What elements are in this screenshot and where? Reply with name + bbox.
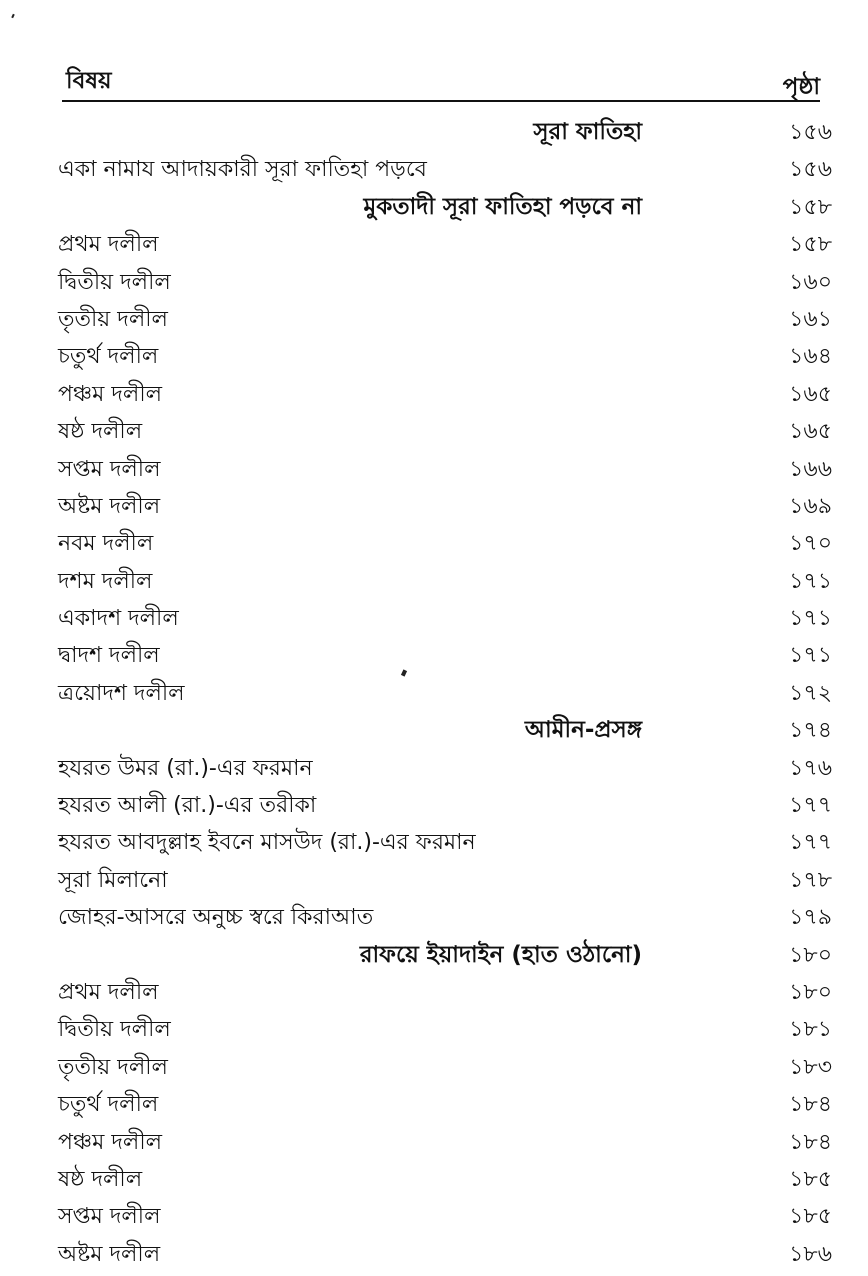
toc-entry-title: সপ্তম দলীল	[58, 1204, 161, 1230]
toc-entry	[58, 787, 832, 824]
toc-entry-page-number: ১৭৮	[789, 867, 832, 893]
toc-header	[62, 56, 820, 102]
toc-entry-title: তৃতীয় দলীল	[58, 306, 168, 332]
toc-entry-page-number: ১৭৯	[789, 905, 832, 931]
toc-entry-title: প্রথম দলীল	[58, 979, 159, 1005]
toc-entry-title: নবম দলীল	[58, 531, 154, 557]
toc-entry	[58, 413, 832, 450]
toc-entry	[58, 1086, 832, 1123]
toc-entry-page-number: ১৮৫	[789, 1204, 832, 1230]
toc-entry	[58, 974, 832, 1011]
toc-entry	[58, 338, 832, 375]
toc-entry-page-number: ১৫৬	[789, 157, 832, 183]
toc-entry-title: হযরত আবদুল্লাহ ইবনে মাসউদ (রা.)-এর ফরমান	[58, 830, 476, 856]
toc-entry-title: আমীন-প্রসঙ্গ	[524, 717, 642, 744]
toc-entry	[58, 488, 832, 525]
toc-entry-page-number: ১৬৬	[789, 456, 832, 482]
toc-entry-title: ষষ্ঠ দলীল	[58, 1166, 143, 1192]
toc-entry	[58, 1236, 832, 1273]
toc-entry-page-number: ১৮০	[789, 979, 832, 1005]
toc-entry	[58, 750, 832, 787]
toc-entry-page-number: ১৮৩	[789, 1054, 832, 1080]
toc-entry-page-number: ১৬১	[789, 306, 832, 332]
toc-entry	[58, 637, 832, 674]
toc-entry	[58, 1161, 832, 1198]
toc-entry	[58, 824, 832, 861]
toc-entry	[58, 600, 832, 637]
toc-entry-title: একা নামায আদায়কারী সূরা ফাতিহা পড়বে	[58, 157, 427, 183]
toc-entry	[58, 525, 832, 562]
toc-entry-title: রাফয়ে ইয়াদাইন (হাত ওঠানো)	[359, 941, 642, 968]
toc-entry-page-number: ১৭১	[789, 568, 832, 594]
toc-entry-page-number: ১৫৮	[789, 232, 832, 258]
toc-entry-title: দশম দলীল	[58, 568, 153, 594]
toc-entry-title: চতুর্থ দলীল	[58, 1092, 159, 1118]
toc-entry-page-number: ১৫৬	[789, 120, 832, 145]
page-column-label: পৃষ্ঠা	[782, 74, 820, 100]
toc-entry-title: চতুর্থ দলীল	[58, 344, 159, 370]
subject-column-label: বিষয়	[66, 68, 112, 94]
toc-entry-title: দ্বিতীয় দলীল	[58, 269, 171, 295]
toc-entry-page-number: ১৮৫	[789, 1166, 832, 1192]
toc-entry-page-number: ১৭৬	[789, 755, 832, 781]
toc-section-heading	[58, 114, 832, 151]
toc-entry-page-number: ১৮৪	[789, 1092, 832, 1118]
toc-entry	[58, 1011, 832, 1048]
toc-entry-page-number: ১৬৪	[789, 344, 832, 370]
toc-entry-page-number: ১৮০	[789, 942, 832, 968]
toc-entry	[58, 1124, 832, 1161]
toc-entry-page-number: ১৮৬	[789, 1241, 832, 1267]
toc-entry	[58, 301, 832, 338]
toc-entry	[58, 862, 832, 899]
toc-entry-page-number: ১৬০	[789, 269, 832, 295]
toc-entry-title: দ্বাদশ দলীল	[58, 643, 160, 669]
ink-speck	[11, 14, 15, 18]
toc-entry-page-number: ১৭৭	[789, 793, 832, 819]
toc-entry-title: হযরত আলী (রা.)-এর তরীকা	[58, 793, 317, 819]
toc-section-heading	[58, 937, 832, 974]
toc-entry-title: হযরত উমর (রা.)-এর ফরমান	[58, 755, 313, 781]
toc-entry	[58, 376, 832, 413]
toc-entry	[58, 1049, 832, 1086]
toc-section-heading	[58, 189, 832, 226]
toc-entry	[58, 563, 832, 600]
toc-entry-page-number: ১৫৮	[789, 194, 832, 220]
toc-entry	[58, 675, 832, 712]
toc-entry-page-number: ১৭০	[789, 531, 832, 557]
toc-entry-page-number: ১৮১	[789, 1017, 832, 1043]
toc-entry-page-number: ১৭৪	[789, 718, 832, 744]
toc-entry-page-number: ১৭২	[789, 680, 832, 706]
toc-entry-title: ত্রয়োদশ দলীল	[58, 680, 185, 706]
toc-entry-page-number: ১৭৭	[789, 830, 832, 856]
toc-entry-title: জোহর-আসরে অনুচ্চ স্বরে কিরাআত	[58, 905, 374, 931]
toc-entry	[58, 451, 832, 488]
toc-entry-title: মুকতাদী সূরা ফাতিহা পড়বে না	[363, 193, 642, 220]
toc-section-heading	[58, 712, 832, 749]
toc-entry-title: সপ্তম দলীল	[58, 456, 161, 482]
toc-entry-title: পঞ্চম দলীল	[58, 381, 163, 407]
toc-entry-page-number: ১৭১	[789, 606, 832, 632]
toc-entry-title: প্রথম দলীল	[58, 232, 159, 258]
toc-entry-title: সূরা ফাতিহা	[533, 119, 642, 145]
toc-entry-page-number: ১৬৫	[789, 419, 832, 445]
toc-entry-page-number: ১৬৯	[789, 493, 832, 519]
toc-entry-page-number: ১৭১	[789, 643, 832, 669]
toc-entry-page-number: ১৬৫	[789, 381, 832, 407]
toc-entry-title: ষষ্ঠ দলীল	[58, 419, 143, 445]
toc-entry-page-number: ১৮৪	[789, 1129, 832, 1155]
toc-entry-title: অষ্টম দলীল	[58, 493, 161, 519]
toc-entry-title: সূরা মিলানো	[58, 867, 168, 893]
toc-entry-title: অষ্টম দলীল	[58, 1241, 161, 1267]
toc-entry-title: একাদশ দলীল	[58, 606, 179, 632]
toc-entry-title: দ্বিতীয় দলীল	[58, 1017, 171, 1043]
toc-entry-title: তৃতীয় দলীল	[58, 1054, 168, 1080]
toc-entry	[58, 226, 832, 263]
toc-entry	[58, 151, 832, 188]
toc-list	[58, 114, 832, 1273]
toc-entry	[58, 899, 832, 936]
toc-entry	[58, 264, 832, 301]
toc-entry	[58, 1198, 832, 1235]
toc-entry-title: পঞ্চম দলীল	[58, 1129, 163, 1155]
